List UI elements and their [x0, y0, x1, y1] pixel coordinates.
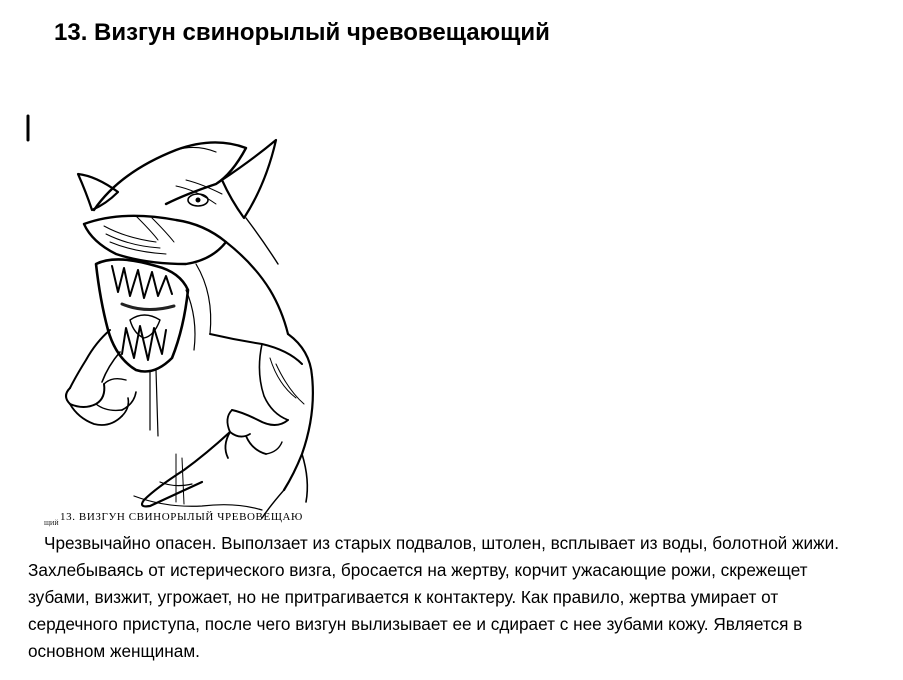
page-title: 13. Визгун свинорылый чревовещающий: [54, 19, 550, 46]
monster-illustration: [26, 114, 326, 530]
description-paragraph: Чрезвычайно опасен. Выползает из старых подвалов, штолен, всплывает из воды, болотной жижи. Захлебываясь от истерического визга, бросается на жертву, корчит ужасающие рожи, скрежещет зубами, визжит, угрожает, но не притрагивается к контактеру. Как правило, жертва умирает от сердечного приступа, после чего визгун вылизывает ее и сдирает с нее зубами кожу. Является в основном женщинам.: [28, 533, 840, 661]
illustration-caption: 13. ВИЗГУН СВИНОРЫЛЫЙ ЧРЕВОВЕЩАЮ: [60, 511, 303, 523]
monster-drawing-icon: [26, 114, 326, 530]
illustration-caption-fragment: ЩИЙ: [44, 521, 59, 527]
